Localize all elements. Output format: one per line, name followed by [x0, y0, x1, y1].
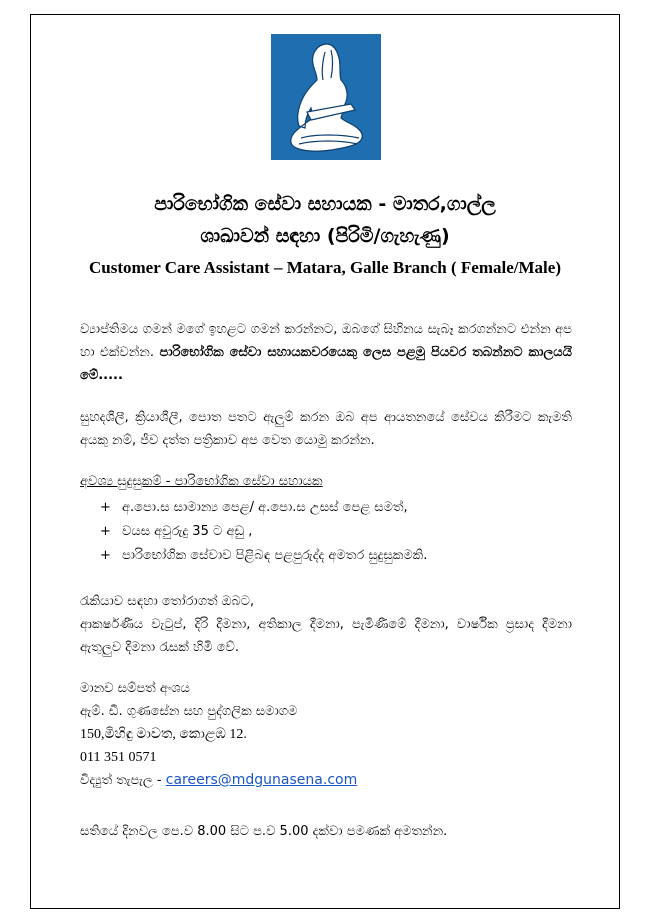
requirement-item [100, 496, 427, 520]
intro-bold-text: පාරිභෝගික සේවා සහායකවරයෙකු ලෙස පළමු පියවර තබන්නට කාලයයි මේ..... [80, 345, 572, 383]
intro-paragraph [80, 318, 572, 387]
contact-block [80, 677, 357, 792]
contact-department: මානව සම්පත් අංශය [80, 681, 190, 696]
contact-phone: 011 351 0571 [80, 750, 157, 765]
requirement-text: වයස අවුරුදු 35 ට අඩු , [122, 524, 253, 539]
job-title-english: Customer Care Assistant – Matara, Galle Branch ( Female/Male) [89, 258, 561, 277]
contact-email-row [80, 769, 357, 792]
contact-company: ඇම්. ඩී. ගුණසේන සහ පුද්ගලික සමාගම [80, 704, 298, 719]
contact-address: 150,මිහිඳු මාවත, කොළඹ 12. [80, 727, 247, 742]
requirement-item [100, 544, 427, 568]
seated-reader-logo-icon [271, 34, 381, 160]
requirements-heading: අවශ්‍ය සුදුසුකම් - පාරිභෝගික සේවා සහායක [80, 474, 323, 489]
requirement-item [100, 520, 427, 544]
job-title-line-1: පාරිභෝගික සේවා සහායක - මාතර,ගාල්ල [154, 193, 496, 215]
job-title-line-2: ශාඛාවන් සඳහා (පිරිමි/ගැහැණු) [200, 225, 450, 247]
benefits-paragraph [80, 590, 572, 659]
invite-paragraph: සුහදශීලී, ක්‍රියාශීලී, පොත පතට ඇලුම් කරන ඔබ අප ආයතනයේ සේවය කිරීමට කැමති අයකු නම්, ජීව දත්ත පත්‍රිකාව අප වෙත යොමු කරන්න. [80, 410, 572, 448]
email-link[interactable]: careers@mdgunasena.com [165, 772, 358, 788]
requirements-list [100, 496, 427, 568]
intro-text: ව්‍යාප්තිමය ගමන් මගේ ඉහළට ගමන් කරන්නට, ඔබගේ සිහිනය සැබෑ කරගන්නට එන්න අප හා එක්වන්න. [80, 322, 572, 360]
requirement-text: පාරිභෝගික සේවාව පිළිබඳ පළපුරුද්ද අමතර සුදුසුකමකි. [122, 548, 428, 563]
plus-bullet-icon: + [100, 524, 111, 539]
email-label: විද්‍යුත් තැපැල - [80, 773, 166, 788]
plus-bullet-icon: + [100, 548, 111, 563]
requirement-text: අ.පො.ස සාමාන්‍ය පෙළ/ අ.පො.ස උසස් පෙළ සමත්, [122, 500, 408, 515]
call-hours-note: සතියේ දිනවල පෙ.ව 8.00 සිට ප.ව 5.00 දක්වා පමණක් අමතන්න. [80, 824, 448, 839]
benefits-text: ආකර්ෂණීය වැටුප්, දිරි දීමනා, අතිකාල දීමනා, පැමිණීමේ දීමනා, වාර්ෂික ප්‍රසාද දීමනා ඇතුලුව දීමනා රැසක් හිමි වේ. [80, 617, 572, 655]
plus-bullet-icon: + [100, 500, 111, 515]
benefits-intro: රැකියාව සඳහා තෝරාගත් ඔබට, [80, 594, 255, 609]
